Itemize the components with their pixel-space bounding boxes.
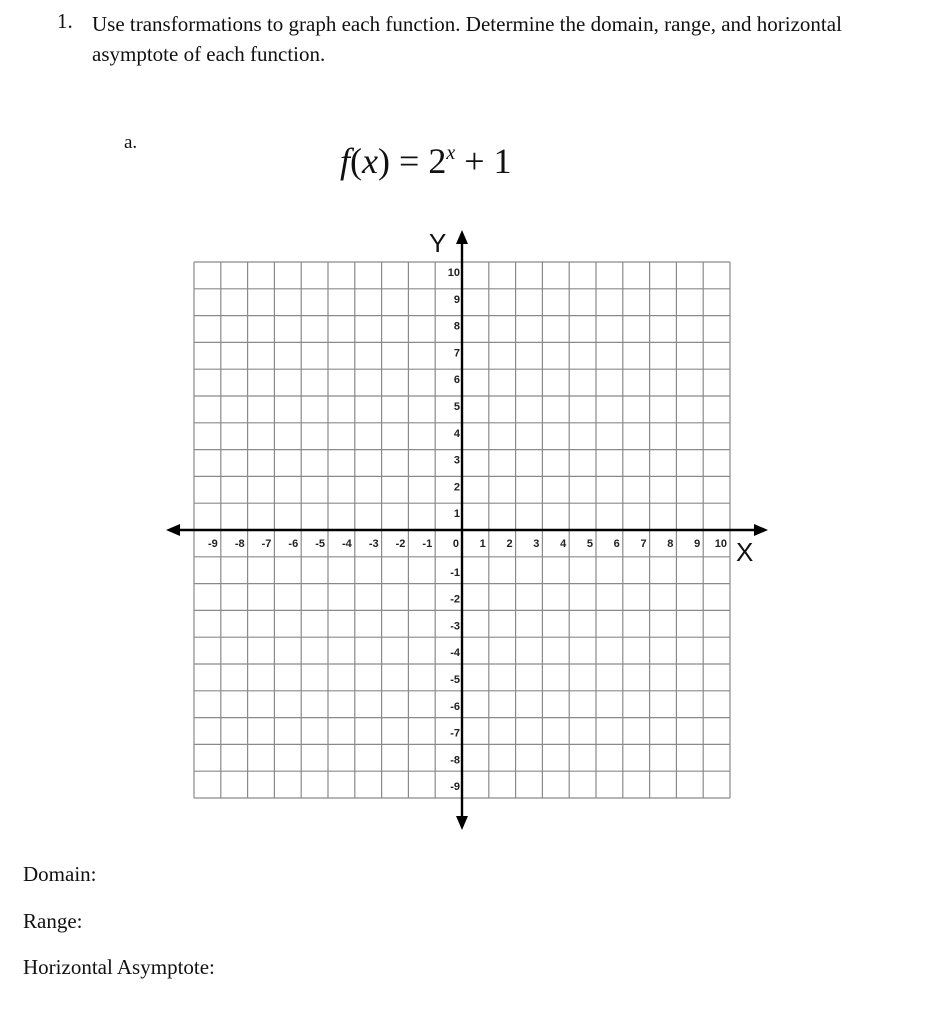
x-tick-label: 2 (506, 538, 513, 550)
y-axis-bottom-arrow-icon (456, 816, 468, 830)
x-tick-label: 1 (479, 538, 486, 550)
y-tick-label: -3 (450, 620, 460, 633)
function-tail: + 1 (464, 141, 512, 181)
x-tick-label: 5 (586, 538, 593, 550)
x-tick-label: -9 (208, 538, 218, 550)
question-text: Use transformations to graph each function. Determine the domain, range, and horizontal asymptote of each function. (92, 12, 842, 66)
axes (166, 230, 768, 830)
y-tick-label: 4 (453, 427, 460, 440)
x-tick-label: -6 (288, 538, 299, 550)
part-label: a. (124, 132, 138, 153)
y-tick-label: -5 (450, 674, 460, 686)
x-tick-label: -4 (342, 538, 352, 550)
y-tick-label: 3 (453, 454, 460, 467)
function-label: f(x) = 2$^x$ + 1 (340, 141, 512, 181)
function-name: f (340, 141, 351, 181)
y-tick-label: -9 (450, 781, 460, 794)
x-tick-label: -2 (395, 538, 406, 550)
x-axis-label: X (736, 537, 754, 567)
x-tick-label: 4 (560, 538, 567, 550)
question-number: 1. (57, 9, 73, 33)
y-tick-label: 10 (447, 267, 460, 279)
y-axis-top-arrow-icon (456, 230, 468, 244)
y-tick-label: 5 (453, 401, 460, 413)
function-variable: x (362, 141, 378, 181)
x-tick-label: -1 (422, 538, 433, 550)
y-tick-label: -1 (450, 566, 460, 579)
function-exponent: x (446, 142, 456, 164)
x-tick-label: -5 (315, 538, 325, 550)
y-tick-label: 6 (453, 374, 460, 387)
y-tick-label: 2 (453, 481, 460, 494)
y-tick-label: -7 (450, 727, 460, 740)
x-tick-label: 8 (667, 538, 674, 550)
function-base: 2 (428, 141, 447, 181)
y-axis-label: Y (429, 228, 447, 258)
y-tick-label: 9 (453, 293, 460, 306)
x-tick-label: 7 (640, 538, 647, 550)
x-axis-right-arrow-icon (754, 524, 768, 536)
y-tick-label: -6 (450, 700, 460, 713)
y-tick-label: -2 (450, 593, 460, 606)
y-tick-label: 7 (453, 347, 460, 360)
function-equals: = (399, 141, 420, 181)
x-tick-label: 10 (714, 538, 727, 550)
x-tick-label: 6 (613, 538, 620, 550)
y-tick-label: -8 (450, 754, 460, 767)
x-tick-label: 3 (533, 538, 540, 550)
y-tick-label: 1 (453, 508, 460, 521)
x-tick-label: -8 (234, 538, 245, 550)
x-tick-label: -3 (368, 538, 379, 550)
x-tick-label: -7 (261, 538, 272, 550)
x-axis-left-arrow-icon (166, 524, 180, 536)
horizontal-asymptote-prompt: Horizontal Asymptote: (23, 955, 215, 979)
y-tick-label: -4 (450, 647, 460, 660)
y-tick-label: 8 (453, 320, 460, 333)
domain-prompt: Domain: (23, 862, 97, 886)
range-prompt: Range: (23, 909, 83, 933)
x-tick-label: 9 (694, 538, 701, 550)
x-tick-label: 0 (452, 538, 459, 550)
